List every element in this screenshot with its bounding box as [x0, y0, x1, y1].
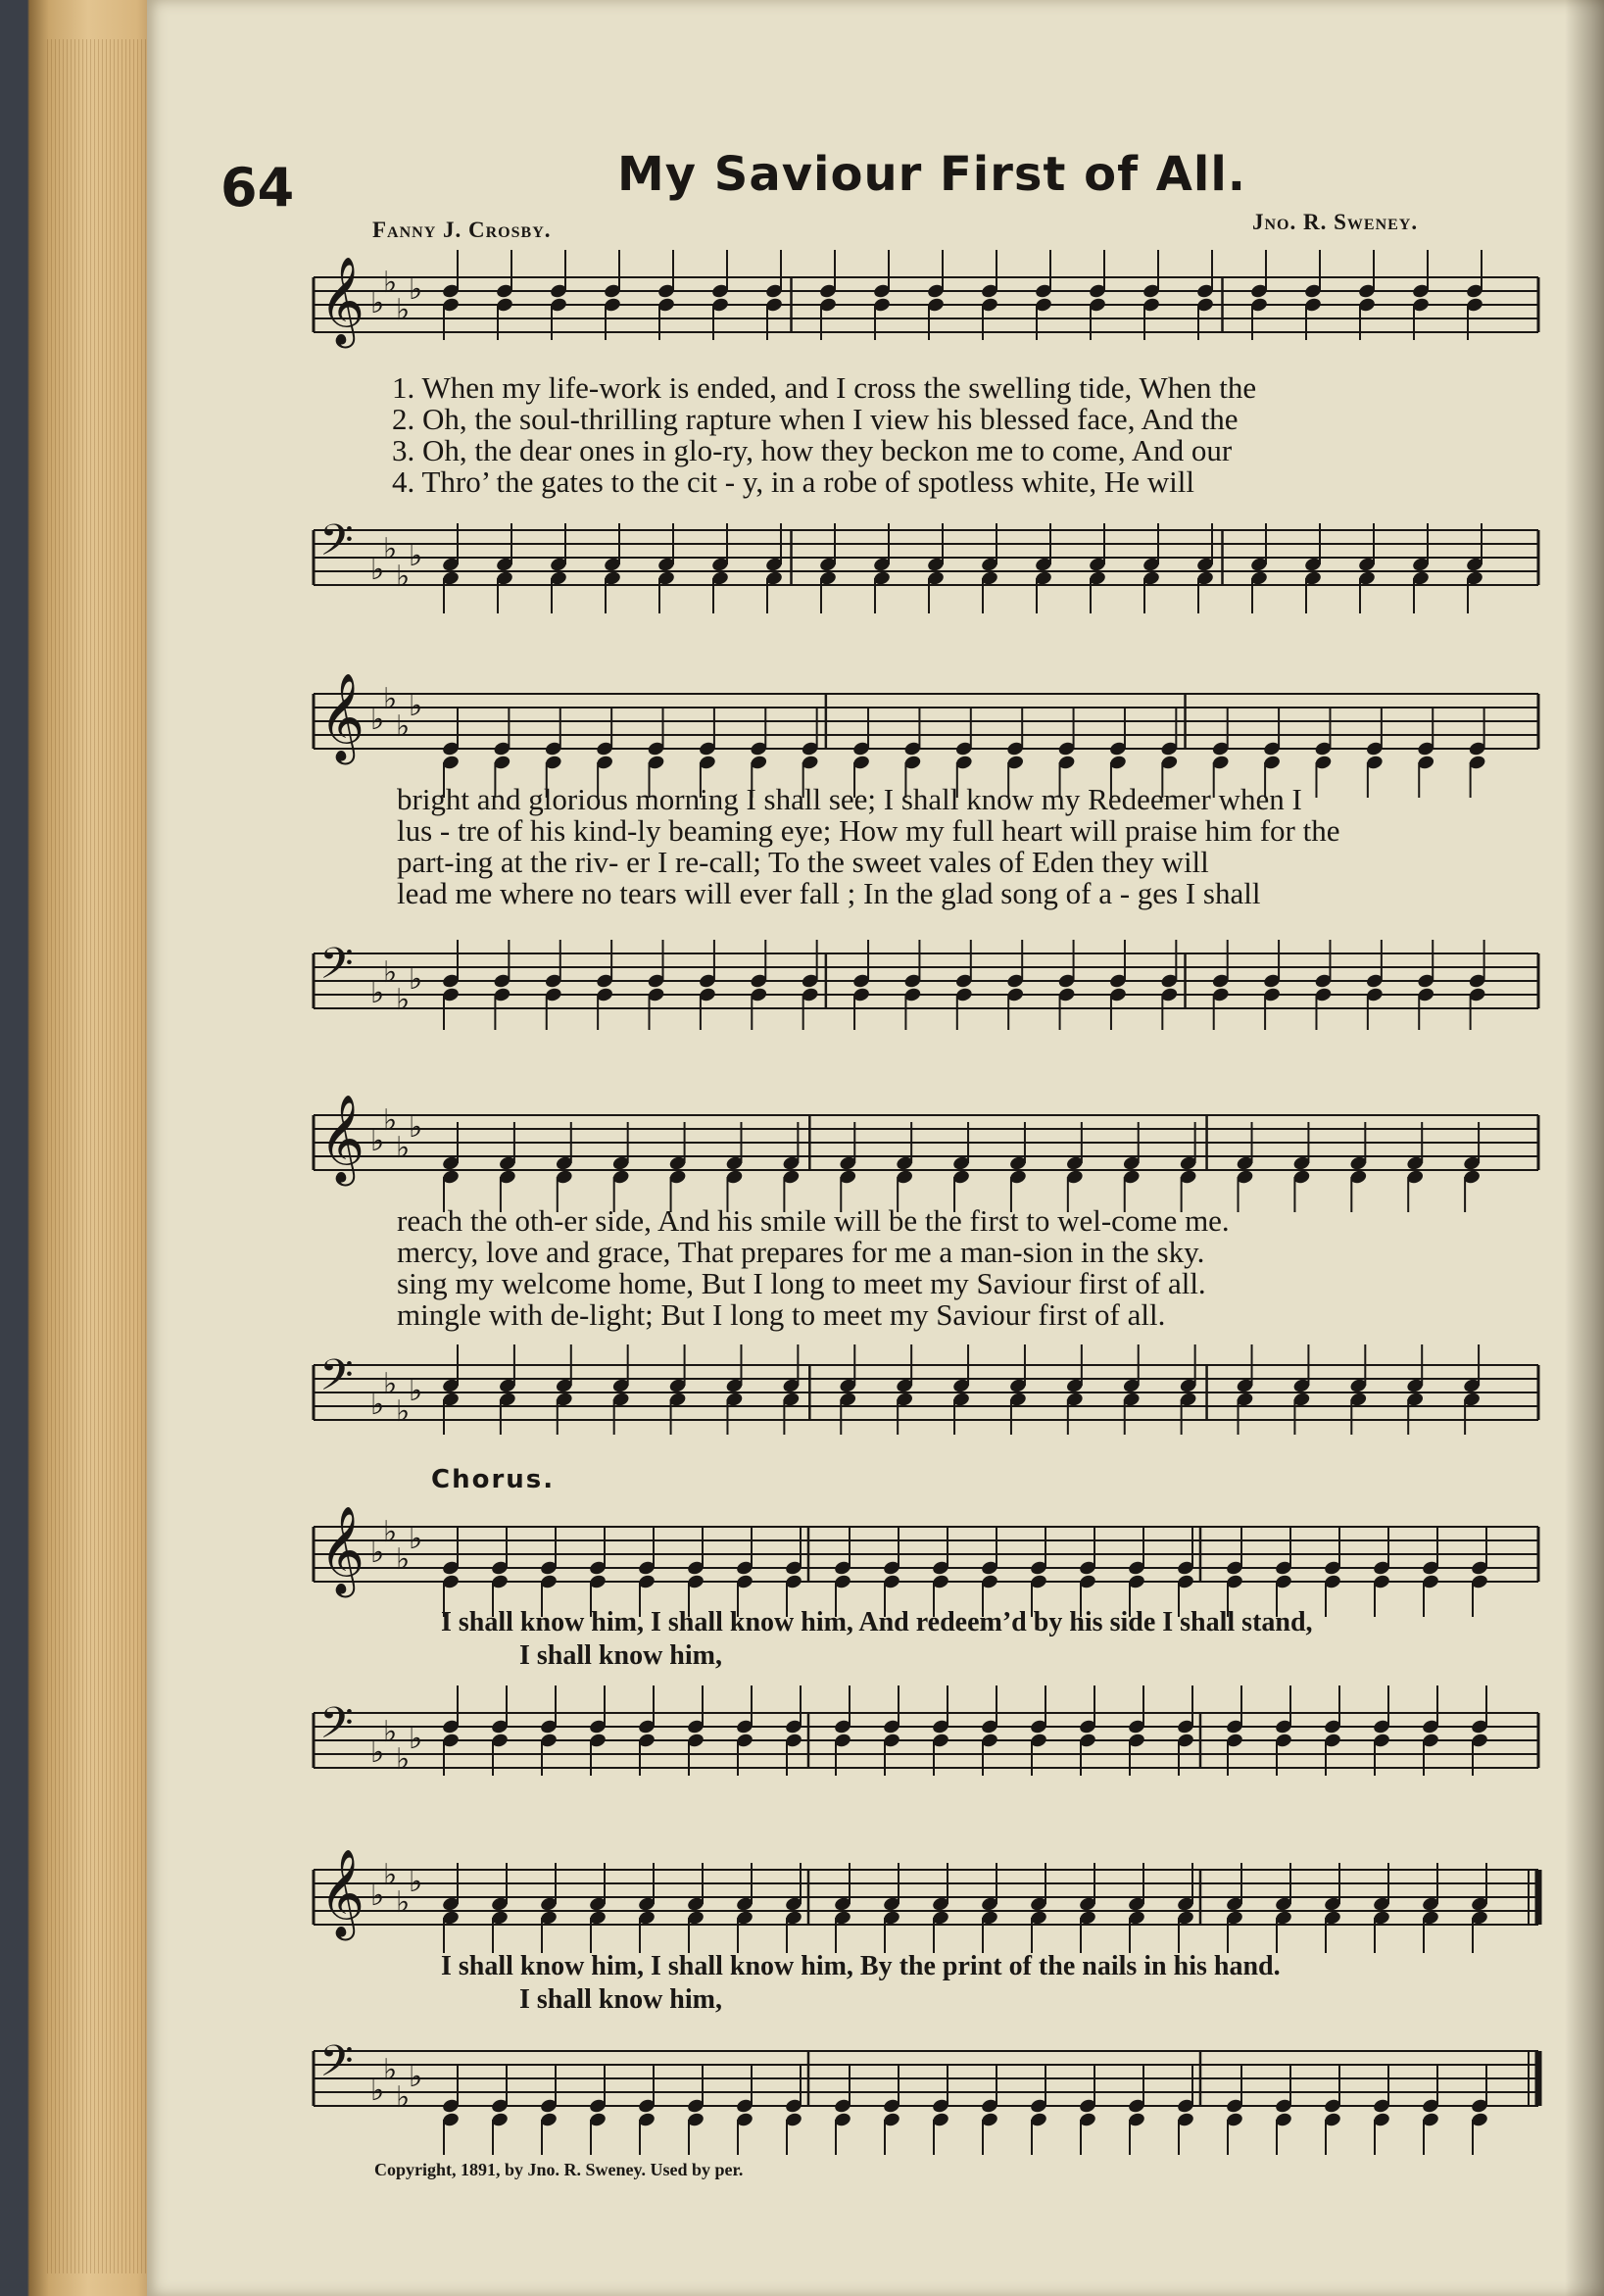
treble-staff	[314, 1849, 1538, 1940]
lyric-line: 1. When my life-work is ended, and I cross the swelling tide, When the	[392, 370, 1257, 405]
flat-icon: ♭	[370, 1124, 385, 1158]
lyric-line: lead me where no tears will ever fall ; In the glad song of a - ges I shall	[397, 876, 1261, 910]
treble-clef-icon: 𝄞	[319, 1506, 365, 1594]
flat-icon: ♭	[409, 272, 423, 307]
flat-icon: ♭	[396, 1742, 411, 1777]
flat-icon: ♭	[383, 1103, 398, 1138]
flat-icon: ♭	[409, 2060, 423, 2094]
lyric-line: 2. Oh, the soul-thrilling rapture when I view his blessed face, And the	[392, 402, 1239, 436]
bass-clef-icon: 𝄢	[319, 2035, 354, 2097]
flat-icon: ♭	[370, 1388, 385, 1422]
lyric-line: mingle with de-light; But I long to meet my Saviour first of all.	[397, 1297, 1166, 1332]
music-system-3	[314, 1088, 1538, 1460]
flat-icon: ♭	[383, 1858, 398, 1892]
flat-icon: ♭	[396, 1885, 411, 1920]
chorus-label: Chorus.	[431, 1465, 556, 1494]
flat-icon: ♭	[396, 293, 411, 327]
bass-staff	[314, 2033, 1538, 2122]
flat-icon: ♭	[396, 709, 411, 744]
flat-icon: ♭	[383, 532, 398, 566]
flat-icon: ♭	[370, 286, 385, 320]
flat-icon: ♭	[396, 983, 411, 1017]
treble-staff	[314, 1095, 1538, 1186]
lyric-line: I shall know him,	[519, 1984, 722, 2015]
lyric-line: lus - tre of his kind-ly beaming eye; How my full heart will praise him for the	[397, 813, 1340, 848]
music-system-4-chorus	[314, 1499, 1538, 1793]
flat-icon: ♭	[383, 2053, 398, 2087]
bass-clef-icon: 𝄢	[319, 1349, 354, 1411]
flat-icon: ♭	[370, 553, 385, 587]
flat-icon: ♭	[409, 1722, 423, 1756]
flat-icon: ♭	[370, 1879, 385, 1913]
flat-icon: ♭	[383, 682, 398, 716]
flat-icon: ♭	[383, 1367, 398, 1401]
treble-staff	[314, 673, 1538, 764]
flat-icon: ♭	[370, 1536, 385, 1570]
flat-icon: ♭	[370, 2074, 385, 2108]
hymn-title: My Saviour First of All.	[617, 147, 1246, 202]
treble-staff	[314, 257, 1538, 348]
flat-icon: ♭	[396, 1394, 411, 1429]
flat-icon: ♭	[370, 1735, 385, 1770]
lyric-line: I shall know him, I shall know him, And redeem’d by his side I shall stand,	[441, 1607, 1313, 1637]
treble-staff	[314, 1506, 1538, 1597]
flat-icon: ♭	[409, 962, 423, 997]
lyric-line: I shall know him,	[519, 1640, 722, 1671]
flat-icon: ♭	[383, 1715, 398, 1749]
bass-staff	[314, 1695, 1538, 1783]
lyric-line: part-ing at the riv- er I re-call; To the sweet vales of Eden they will	[397, 845, 1209, 879]
page-number: 64	[220, 157, 295, 219]
lyric-line: 3. Oh, the dear ones in glo-ry, how they beckon me to come, And our	[392, 433, 1233, 467]
flat-icon: ♭	[383, 266, 398, 300]
bass-staff	[314, 1347, 1538, 1436]
gutter-shadow	[1565, 0, 1604, 2296]
flat-icon: ♭	[396, 1131, 411, 1165]
lyricist-credit: Fanny J. Crosby.	[372, 218, 552, 242]
treble-clef-icon: 𝄞	[319, 673, 365, 761]
flat-icon: ♭	[370, 976, 385, 1010]
treble-clef-icon: 𝄞	[319, 257, 365, 345]
bass-clef-icon: 𝄢	[319, 1697, 354, 1759]
flat-icon: ♭	[396, 1542, 411, 1577]
bass-clef-icon: 𝄢	[319, 938, 354, 1000]
flat-icon: ♭	[383, 955, 398, 990]
flat-icon: ♭	[409, 1110, 423, 1145]
flat-icon: ♭	[383, 1515, 398, 1549]
flat-icon: ♭	[396, 2080, 411, 2115]
lyric-line: 4. Thro’ the gates to the cit - y, in a robe of spotless white, He will	[392, 464, 1195, 499]
music-system-1	[314, 250, 1538, 612]
lyric-line: sing my welcome home, But I long to meet my Saviour first of all.	[397, 1266, 1206, 1300]
flat-icon: ♭	[409, 1374, 423, 1408]
flat-icon: ♭	[409, 1522, 423, 1556]
bass-clef-icon: 𝄢	[319, 514, 354, 576]
flat-icon: ♭	[409, 1865, 423, 1899]
lyric-line: mercy, love and grace, That prepares for me a man-sion in the sky.	[397, 1235, 1205, 1269]
lyric-line: I shall know him, I shall know him, By the print of the nails in his hand.	[441, 1951, 1281, 1981]
book-page-edges	[0, 0, 157, 2296]
lyric-line: reach the oth-er side, And his smile will be the first to wel-come me.	[397, 1203, 1230, 1238]
flat-icon: ♭	[409, 539, 423, 573]
music-system-2	[314, 666, 1538, 1039]
music-system-5	[314, 1842, 1538, 2166]
composer-credit: Jno. R. Sweney.	[1252, 210, 1419, 234]
flat-icon: ♭	[396, 560, 411, 594]
flat-icon: ♭	[409, 689, 423, 723]
treble-clef-icon: 𝄞	[319, 1849, 365, 1937]
lyric-line: bright and glorious morning I shall see; I shall know my Redeemer when I	[397, 782, 1302, 816]
flat-icon: ♭	[370, 703, 385, 737]
treble-clef-icon: 𝄞	[319, 1095, 365, 1183]
bass-staff	[314, 513, 1538, 601]
bass-staff	[314, 936, 1538, 1024]
copyright-notice: Copyright, 1891, by Jno. R. Sweney. Used by per.	[374, 2160, 744, 2179]
